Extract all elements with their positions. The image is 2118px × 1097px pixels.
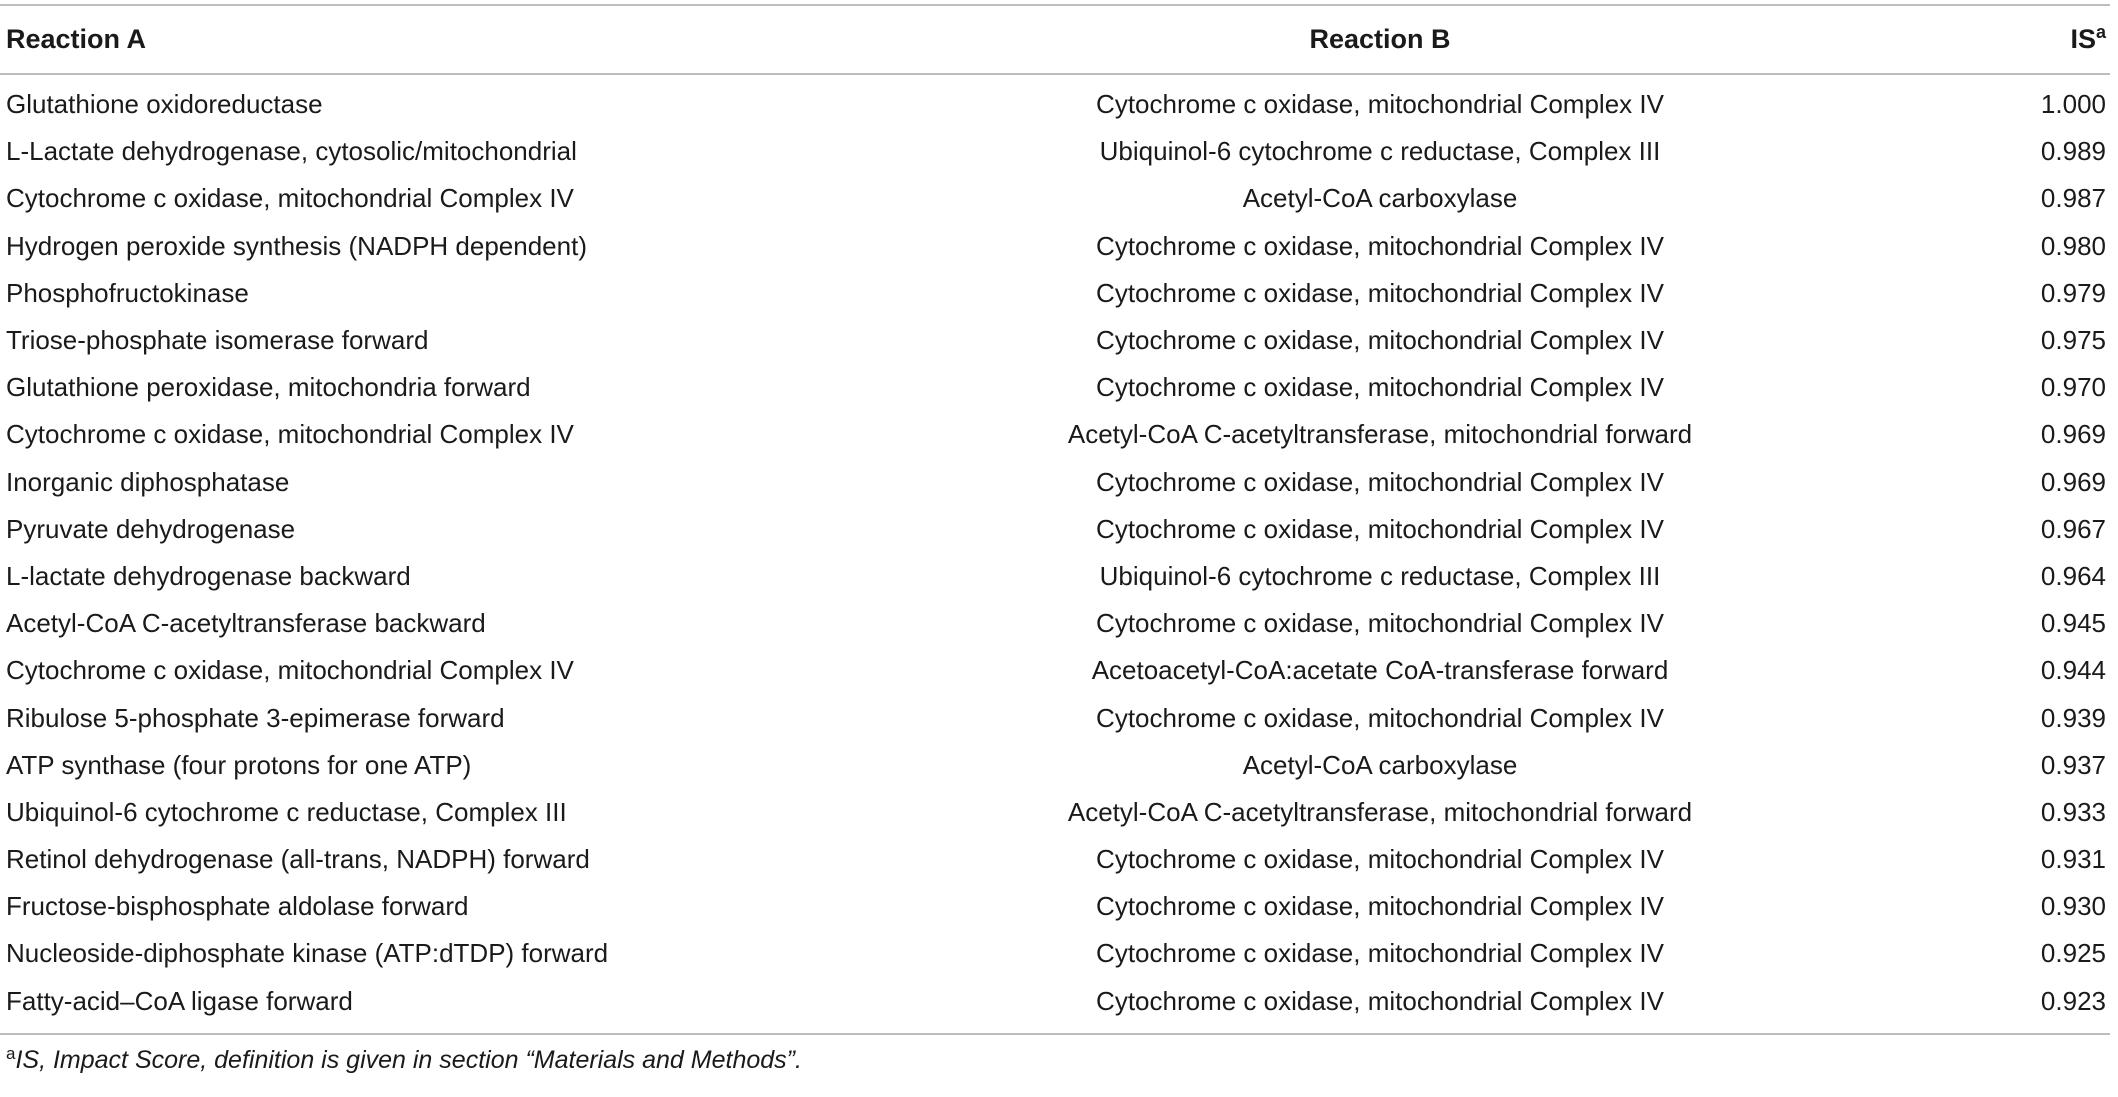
reaction-a-cell: Hydrogen peroxide synthesis (NADPH dependent) <box>6 230 587 261</box>
table-row <box>0 223 2110 270</box>
table-row <box>0 694 2110 741</box>
reaction-b-cell: Cytochrome c oxidase, mitochondrial Complex IV <box>1096 513 1664 544</box>
header-reaction-a: Reaction A <box>6 24 147 54</box>
impact-score-cell: 0.945 <box>2040 608 2106 639</box>
table-footer <box>0 1034 2110 1081</box>
impact-score-cell: 0.970 <box>2040 372 2106 403</box>
footnote-row <box>0 1034 2110 1081</box>
header-is-label: IS <box>2070 24 2096 54</box>
reaction-b-cell: Ubiquinol-6 cytochrome c reductase, Complex III <box>1099 560 1661 591</box>
reaction-a-cell: L-Lactate dehydrogenase, cytosolic/mitochondrial <box>6 136 577 167</box>
reaction-b-cell: Acetyl-CoA carboxylase <box>1242 749 1518 780</box>
table-row <box>0 270 2110 317</box>
impact-score-cell: 0.933 <box>2040 796 2106 827</box>
impact-score-table <box>0 4 2110 1081</box>
table-row <box>0 553 2110 600</box>
footnote-text: IS, Impact Score, definition is given in section “Materials and Methods”. <box>15 1046 802 1075</box>
table-row <box>0 74 2110 128</box>
reaction-b-cell: Acetyl-CoA C-acetyltransferase, mitochondrial forward <box>1067 419 1693 450</box>
table-header <box>0 5 2110 74</box>
table-row <box>0 647 2110 694</box>
impact-score-cell: 0.979 <box>2040 277 2106 308</box>
table-row <box>0 175 2110 222</box>
reaction-a-cell: Cytochrome c oxidase, mitochondrial Complex IV <box>6 419 574 450</box>
reaction-b-cell: Cytochrome c oxidase, mitochondrial Complex IV <box>1096 89 1664 120</box>
impact-score-cell: 0.930 <box>2040 891 2106 922</box>
reaction-a-cell: Inorganic diphosphatase <box>6 466 290 497</box>
impact-score-cell: 1.000 <box>2040 89 2106 120</box>
impact-score-cell: 0.980 <box>2040 230 2106 261</box>
impact-score-cell: 0.975 <box>2040 325 2106 356</box>
header-reaction-b: Reaction B <box>1309 24 1451 54</box>
reaction-b-cell: Cytochrome c oxidase, mitochondrial Complex IV <box>1096 230 1664 261</box>
reaction-a-cell: ATP synthase (four protons for one ATP) <box>6 749 472 780</box>
table-row <box>0 789 2110 836</box>
reaction-a-cell: Fatty-acid–CoA ligase forward <box>6 985 353 1016</box>
table-row <box>0 742 2110 789</box>
table-row <box>0 836 2110 883</box>
reaction-b-cell: Cytochrome c oxidase, mitochondrial Complex IV <box>1096 844 1664 875</box>
reaction-b-cell: Acetyl-CoA carboxylase <box>1242 183 1518 214</box>
impact-score-cell: 0.969 <box>2040 466 2106 497</box>
reaction-a-cell: Pyruvate dehydrogenase <box>6 513 296 544</box>
table-row <box>0 317 2110 364</box>
table-row <box>0 883 2110 930</box>
impact-score-cell: 0.969 <box>2040 419 2106 450</box>
table-body <box>0 74 2110 1034</box>
impact-score-cell: 0.989 <box>2040 136 2106 167</box>
reaction-a-cell: Phosphofructokinase <box>6 277 249 308</box>
reaction-b-cell: Cytochrome c oxidase, mitochondrial Complex IV <box>1096 985 1664 1016</box>
reaction-b-cell: Cytochrome c oxidase, mitochondrial Complex IV <box>1096 938 1664 969</box>
header-is-footnote-mark: a <box>2095 22 2106 42</box>
impact-score-cell: 0.925 <box>2040 938 2106 969</box>
table-row <box>0 506 2110 553</box>
table-row <box>0 978 2110 1034</box>
reaction-a-cell: Glutathione oxidoreductase <box>6 89 323 120</box>
footnote <box>0 1034 2110 1081</box>
impact-score-cell: 0.937 <box>2040 749 2106 780</box>
impact-score-cell: 0.931 <box>2040 844 2106 875</box>
table-row <box>0 930 2110 977</box>
reaction-b-cell: Cytochrome c oxidase, mitochondrial Complex IV <box>1096 702 1664 733</box>
impact-score-cell: 0.939 <box>2040 702 2106 733</box>
table-row <box>0 128 2110 175</box>
impact-score-cell: 0.967 <box>2040 513 2106 544</box>
reaction-b-cell: Cytochrome c oxidase, mitochondrial Complex IV <box>1096 325 1664 356</box>
reaction-b-cell: Cytochrome c oxidase, mitochondrial Complex IV <box>1096 466 1664 497</box>
table-row <box>0 600 2110 647</box>
header-row <box>0 5 2110 74</box>
reaction-b-cell: Cytochrome c oxidase, mitochondrial Complex IV <box>1096 608 1664 639</box>
impact-score-cell: 0.923 <box>2040 985 2106 1016</box>
reaction-a-cell: L-lactate dehydrogenase backward <box>6 560 411 591</box>
reaction-a-cell: Glutathione peroxidase, mitochondria forward <box>6 372 531 403</box>
reaction-a-cell: Retinol dehydrogenase (all-trans, NADPH) forward <box>6 844 590 875</box>
header-impact-score <box>1890 5 2110 74</box>
reaction-a-cell: Fructose-bisphosphate aldolase forward <box>6 891 469 922</box>
reaction-b-cell: Acetyl-CoA C-acetyltransferase, mitochondrial forward <box>1067 796 1693 827</box>
impact-score-cell: 0.944 <box>2040 655 2106 686</box>
reaction-a-cell: Acetyl-CoA C-acetyltransferase backward <box>6 608 486 639</box>
table-row <box>0 459 2110 506</box>
reaction-b-cell: Cytochrome c oxidase, mitochondrial Complex IV <box>1096 891 1664 922</box>
reaction-a-cell: Triose-phosphate isomerase forward <box>6 325 429 356</box>
reaction-a-cell: Ubiquinol-6 cytochrome c reductase, Complex III <box>6 796 567 827</box>
reaction-a-cell: Ribulose 5-phosphate 3-epimerase forward <box>6 702 505 733</box>
footnote-mark: a <box>6 1044 16 1064</box>
impact-score-cell: 0.987 <box>2040 183 2106 214</box>
reaction-b-cell: Acetoacetyl-CoA:acetate CoA-transferase forward <box>1091 655 1669 686</box>
reaction-b-cell: Cytochrome c oxidase, mitochondrial Complex IV <box>1096 277 1664 308</box>
reaction-a-cell: Nucleoside-diphosphate kinase (ATP:dTDP) forward <box>6 938 609 969</box>
table-row <box>0 364 2110 411</box>
reaction-b-cell: Cytochrome c oxidase, mitochondrial Complex IV <box>1096 372 1664 403</box>
reaction-a-cell: Cytochrome c oxidase, mitochondrial Complex IV <box>6 655 574 686</box>
reaction-a-cell: Cytochrome c oxidase, mitochondrial Complex IV <box>6 183 574 214</box>
reaction-b-cell: Ubiquinol-6 cytochrome c reductase, Complex III <box>1099 136 1661 167</box>
table-row <box>0 411 2110 458</box>
impact-score-cell: 0.964 <box>2040 560 2106 591</box>
